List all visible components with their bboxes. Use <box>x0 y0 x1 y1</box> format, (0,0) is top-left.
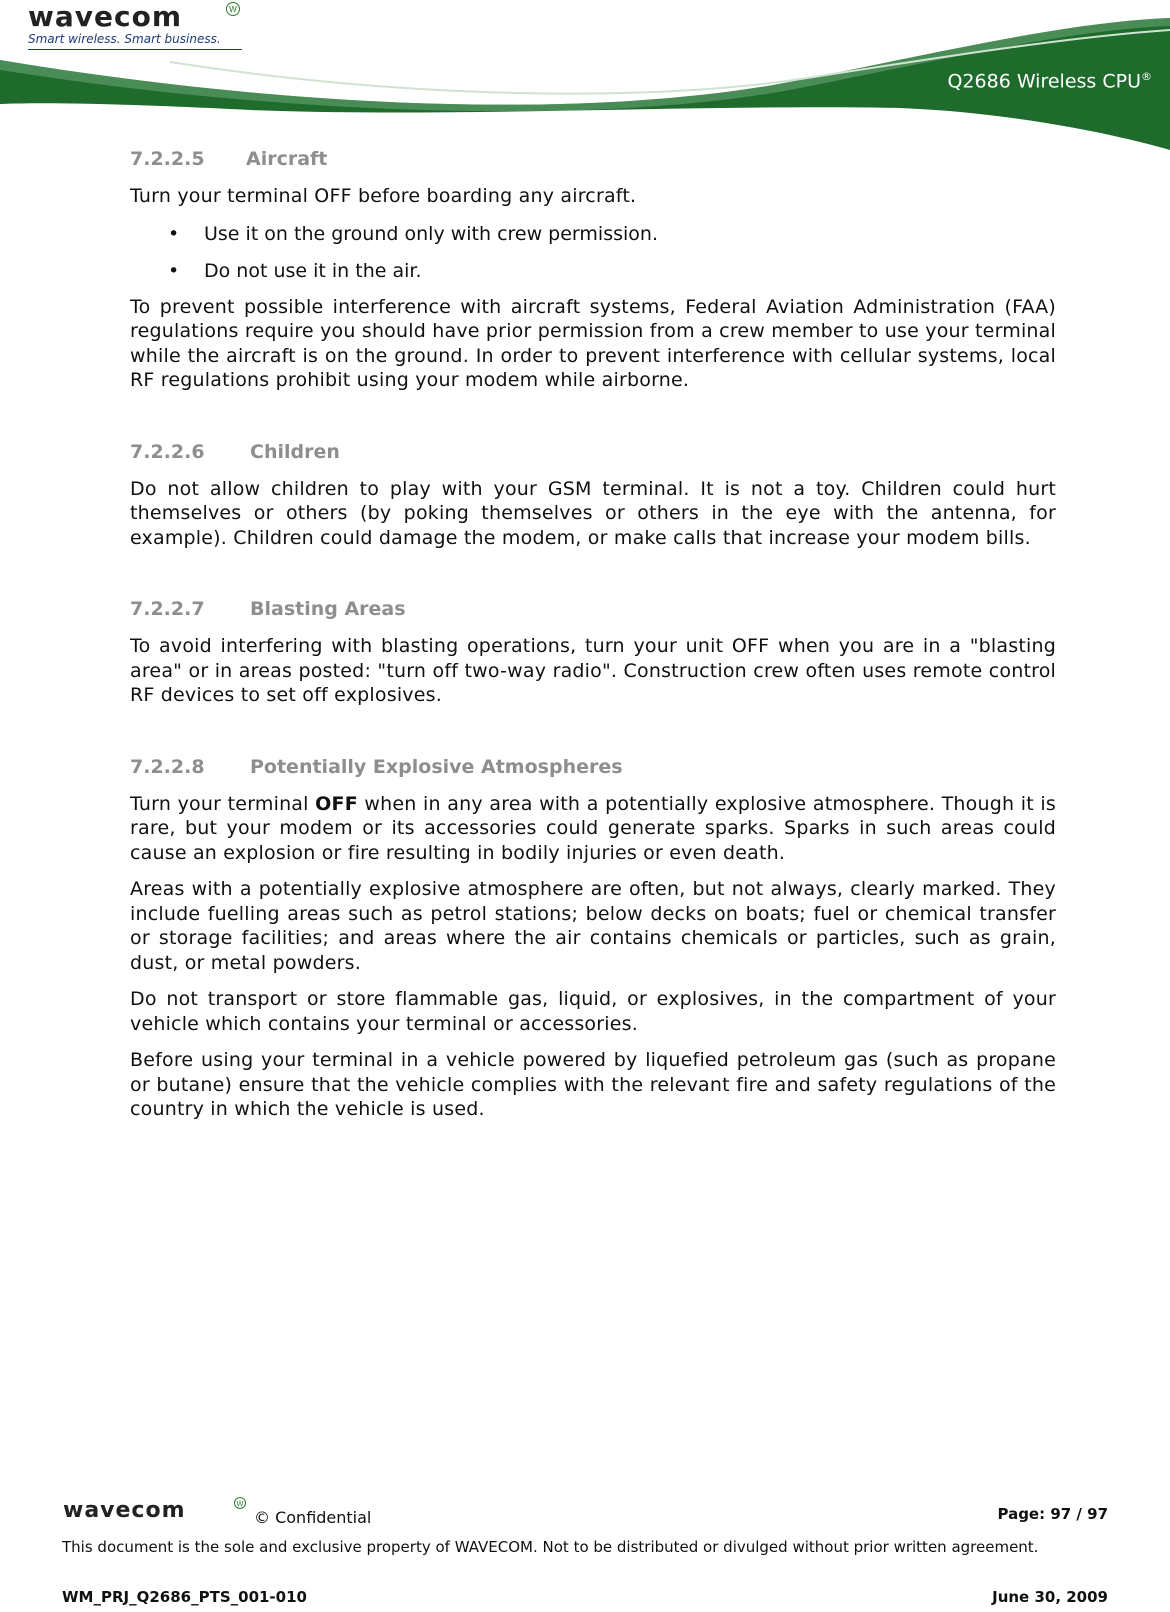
section-number: 7.2.2.5 <box>130 148 205 170</box>
section-number: 7.2.2.8 <box>130 755 205 778</box>
bullet-icon: • <box>168 259 180 282</box>
product-title <box>947 70 1152 92</box>
footer-wavecom-logo: wavecom <box>63 1498 186 1523</box>
section-heading-blasting <box>130 596 1056 622</box>
section-title: Aircraft <box>246 148 328 170</box>
text-run: Turn your terminal <box>130 792 316 815</box>
section-title: Children <box>250 440 340 463</box>
document-reference: WM_PRJ_Q2686_PTS_001-010 <box>62 1588 307 1606</box>
section-number: 7.2.2.6 <box>130 440 205 463</box>
explosive-paragraph-2: Areas with a potentially explosive atmosphere are often, but not always, clearly marked. They include fuelling areas such as petrol stations; below decks on boats; fuel or chemical transfer or storage facilities; and areas where the air contains chemicals or particles, such as grain, dust, or metal powders. <box>130 878 1056 974</box>
product-name: Q2686 Wireless CPU <box>947 70 1141 93</box>
list-item-text: Do not use it in the air. <box>204 259 422 282</box>
children-paragraph: Do not allow children to play with your GSM terminal. It is not a toy. Children could hurt themselves or others (by poking themselves or others in the eye with the antenna, for example). Children could damage the modem, or make calls that increase your modem bills. <box>130 477 1056 549</box>
list-item <box>130 222 1056 246</box>
section-heading-aircraft <box>130 146 1056 172</box>
wavecom-logo-mark-icon: W <box>226 2 240 16</box>
explosive-paragraph-3: Do not transport or store flammable gas, liquid, or explosives, in the compartment of your vehicle which contains your terminal or accessories. <box>130 988 1056 1035</box>
header-tagline: Smart wireless. Smart business. <box>28 32 221 46</box>
section-title: Blasting Areas <box>250 598 406 620</box>
confidential-label: © Confidential <box>254 1508 372 1527</box>
product-registered-mark: ® <box>1141 70 1152 83</box>
section-heading-explosive <box>130 754 1056 780</box>
section-heading-children <box>130 439 1056 465</box>
bullet-icon: • <box>168 222 180 245</box>
explosive-paragraph-4: Before using your terminal in a vehicle powered by liquefied petroleum gas (such as propane or butane) ensure that the vehicle complies with the relevant fire and safety regulations of the country in which the vehicle is used. <box>130 1049 1056 1120</box>
list-item-text: Use it on the ground only with crew permission. <box>204 222 658 245</box>
property-notice: This document is the sole and exclusive property of WAVECOM. Not to be distributed or divulged without prior written agreement. <box>62 1538 1039 1556</box>
wavecom-logo: wavecom <box>28 0 183 33</box>
section-title: Potentially Explosive Atmospheres <box>250 755 623 778</box>
explosive-paragraph-1 <box>130 792 1056 866</box>
tagline-underline <box>28 49 242 50</box>
section-number: 7.2.2.7 <box>130 598 205 620</box>
off-emphasis: OFF <box>315 792 358 815</box>
aircraft-paragraph: To prevent possible interference with aircraft systems, Federal Aviation Administration (FAA) regulations require you should have prior permission from a crew member to use your terminal while the aircraft is on the ground. In order to prevent interference with cellular systems, local RF regulations prohibit using your modem while airborne. <box>130 295 1056 391</box>
text-run: when in any area with a potentially explosive atmosphere. Though it is rare, but your modem or its accessories could generate sparks. Sparks in such areas could cause an explosion or fire resulting in bodily injuries or even death. <box>130 792 1057 864</box>
list-item <box>130 259 1056 283</box>
aircraft-intro: Turn your terminal OFF before boarding any aircraft. <box>130 185 637 207</box>
document-date: June 30, 2009 <box>992 1588 1108 1606</box>
footer-logo-mark-icon: W <box>234 1497 246 1509</box>
blasting-paragraph: To avoid interfering with blasting operations, turn your unit OFF when you are in a "blasting area" or in areas posted: "turn off two-way radio". Construction crew often uses remote control RF devices to set off explosives. <box>130 635 1056 706</box>
document-body <box>130 146 1056 1122</box>
page-number: Page: 97 / 97 <box>997 1505 1108 1523</box>
